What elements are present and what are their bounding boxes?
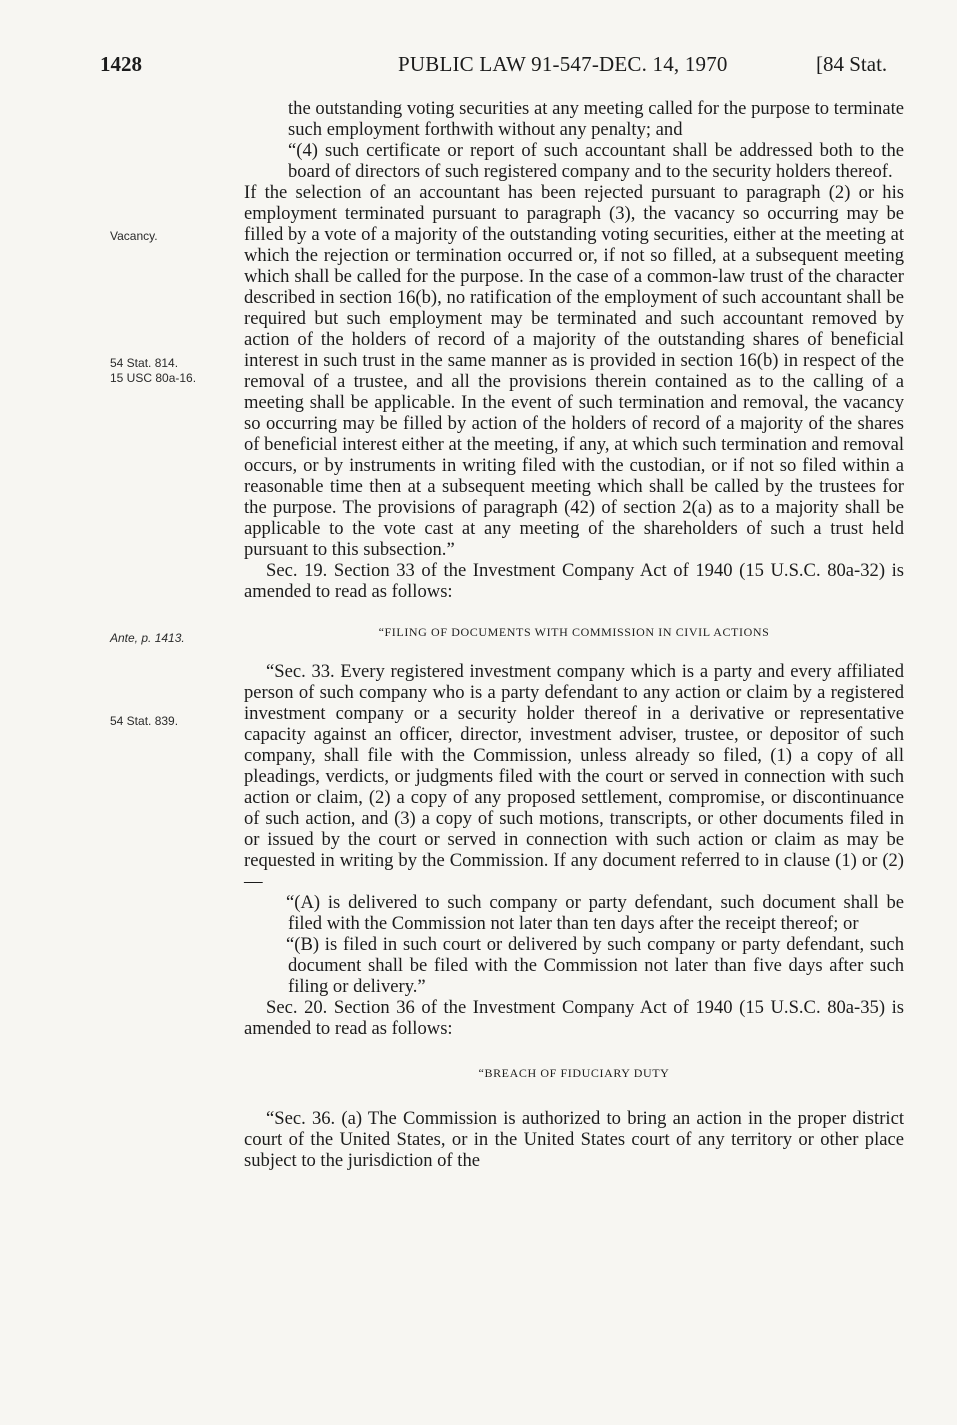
paragraph-vacancy: If the selection of an accountant has been rejected pursuant to paragraph (2) or his employment terminated pursuant to paragraph (3), the vacancy so occurring may be filled by a vote of a majority of the outstanding voting securities, either at the meeting at which the rejection or termination occurred or, if not so filled, at a subsequent meeting which shall be called for the purpose. In the case of a common-law trust of the character described in section 16(b), no ratification of the employment of such accountant shall be required but such employment may be terminated and such accountant removed by action of the holders of record of a majority of the outstanding shares of beneficial interest in such trust in the same manner as is provided in section 16(b) in respect of the removal of a trustee, and all the provisions therein contained as to the calling of a meeting shall be applicable. In the event of such termination and removal, the vacancy so occurring may be filled by action of the holders of record of a majority of the shares of beneficial interest either at the meeting, if any, at which such termination and removal occurs, or by instruments in writing filed with the custodian, or if not so filed within a reasonable time then at a subsequent meeting which shall be called by the trustees for the purpose. The provisions of paragraph (42) of section 2(a) as to a majority shall be applicable to the vote cast at any meeting of the shareholders of such a trust held pursuant to this subsection.” xyxy=(244,182,904,560)
margin-note-vacancy: Vacancy. xyxy=(110,229,158,243)
margin-note-usc: 15 USC 80a-16. xyxy=(110,371,197,385)
clause-a: “(A) is delivered to such company or party defendant, such document shall be filed with the Commission not later than ten days after the receipt thereof; or xyxy=(286,892,904,934)
section-36: “Sec. 36. (a) The Commission is authorized to bring an action in the proper district court of the United States, or in the United States court of any territory or other place subject to the jurisdiction of the xyxy=(244,1108,904,1171)
heading-breach-of-fiduciary-duty: “BREACH OF FIDUCIARY DUTY xyxy=(478,1066,670,1080)
section-19: Sec. 19. Section 33 of the Investment Company Act of 1940 (15 U.S.C. 80a-32) is amended to read as follows: xyxy=(244,560,904,602)
paragraph-item-4: “(4) such certificate or report of such accountant shall be addressed both to the board of directors of such registered company and to the security holders thereof. xyxy=(288,140,904,182)
statute-reference: [84 Stat. xyxy=(816,52,888,76)
body-text xyxy=(244,98,904,1171)
clause-b: “(B) is filed in such court or delivered by such company or party defendant, such document shall be filed with the Commission not later than five days after such filing or delivery.” xyxy=(286,934,904,997)
margin-note-ante: Ante, p. 1413. xyxy=(110,631,185,645)
page-number: 1428 xyxy=(100,52,142,76)
margin-note-stat-814: 54 Stat. 814. xyxy=(110,356,179,370)
paragraph-continuation: the outstanding voting securities at any meeting called for the purpose to terminate such employment forthwith without any penalty; and xyxy=(288,98,904,140)
section-33: “Sec. 33. Every registered investment company which is a party and every affiliated person of such company who is a party defendant to any action or claim by a registered investment company or a security holder thereof in a derivative or representative capacity against an officer, director, investment adviser, trustee, or depositor of such company, shall file with the Commission, unless already so filed, (1) a copy of all pleadings, verdicts, or judgments filed with the court or served in connection with such action or claim, (2) a copy of any proposed settlement, compromise, or discontinuance of such action, and (3) a copy of such motions, transcripts, or other documents filed in or issued by the court or served in connection with such action or claim as may be requested in writing by the Commission. If any document referred to in clause (1) or (2)— xyxy=(244,661,904,892)
running-title: PUBLIC LAW 91-547-DEC. 14, 1970 xyxy=(398,52,728,76)
margin-note-stat-839: 54 Stat. 839. xyxy=(110,714,179,728)
heading-filing-of-documents: “FILING OF DOCUMENTS WITH COMMISSION IN CIVIL ACTIONS xyxy=(378,625,770,639)
section-20: Sec. 20. Section 36 of the Investment Company Act of 1940 (15 U.S.C. 80a-35) is amended to read as follows: xyxy=(244,997,904,1039)
